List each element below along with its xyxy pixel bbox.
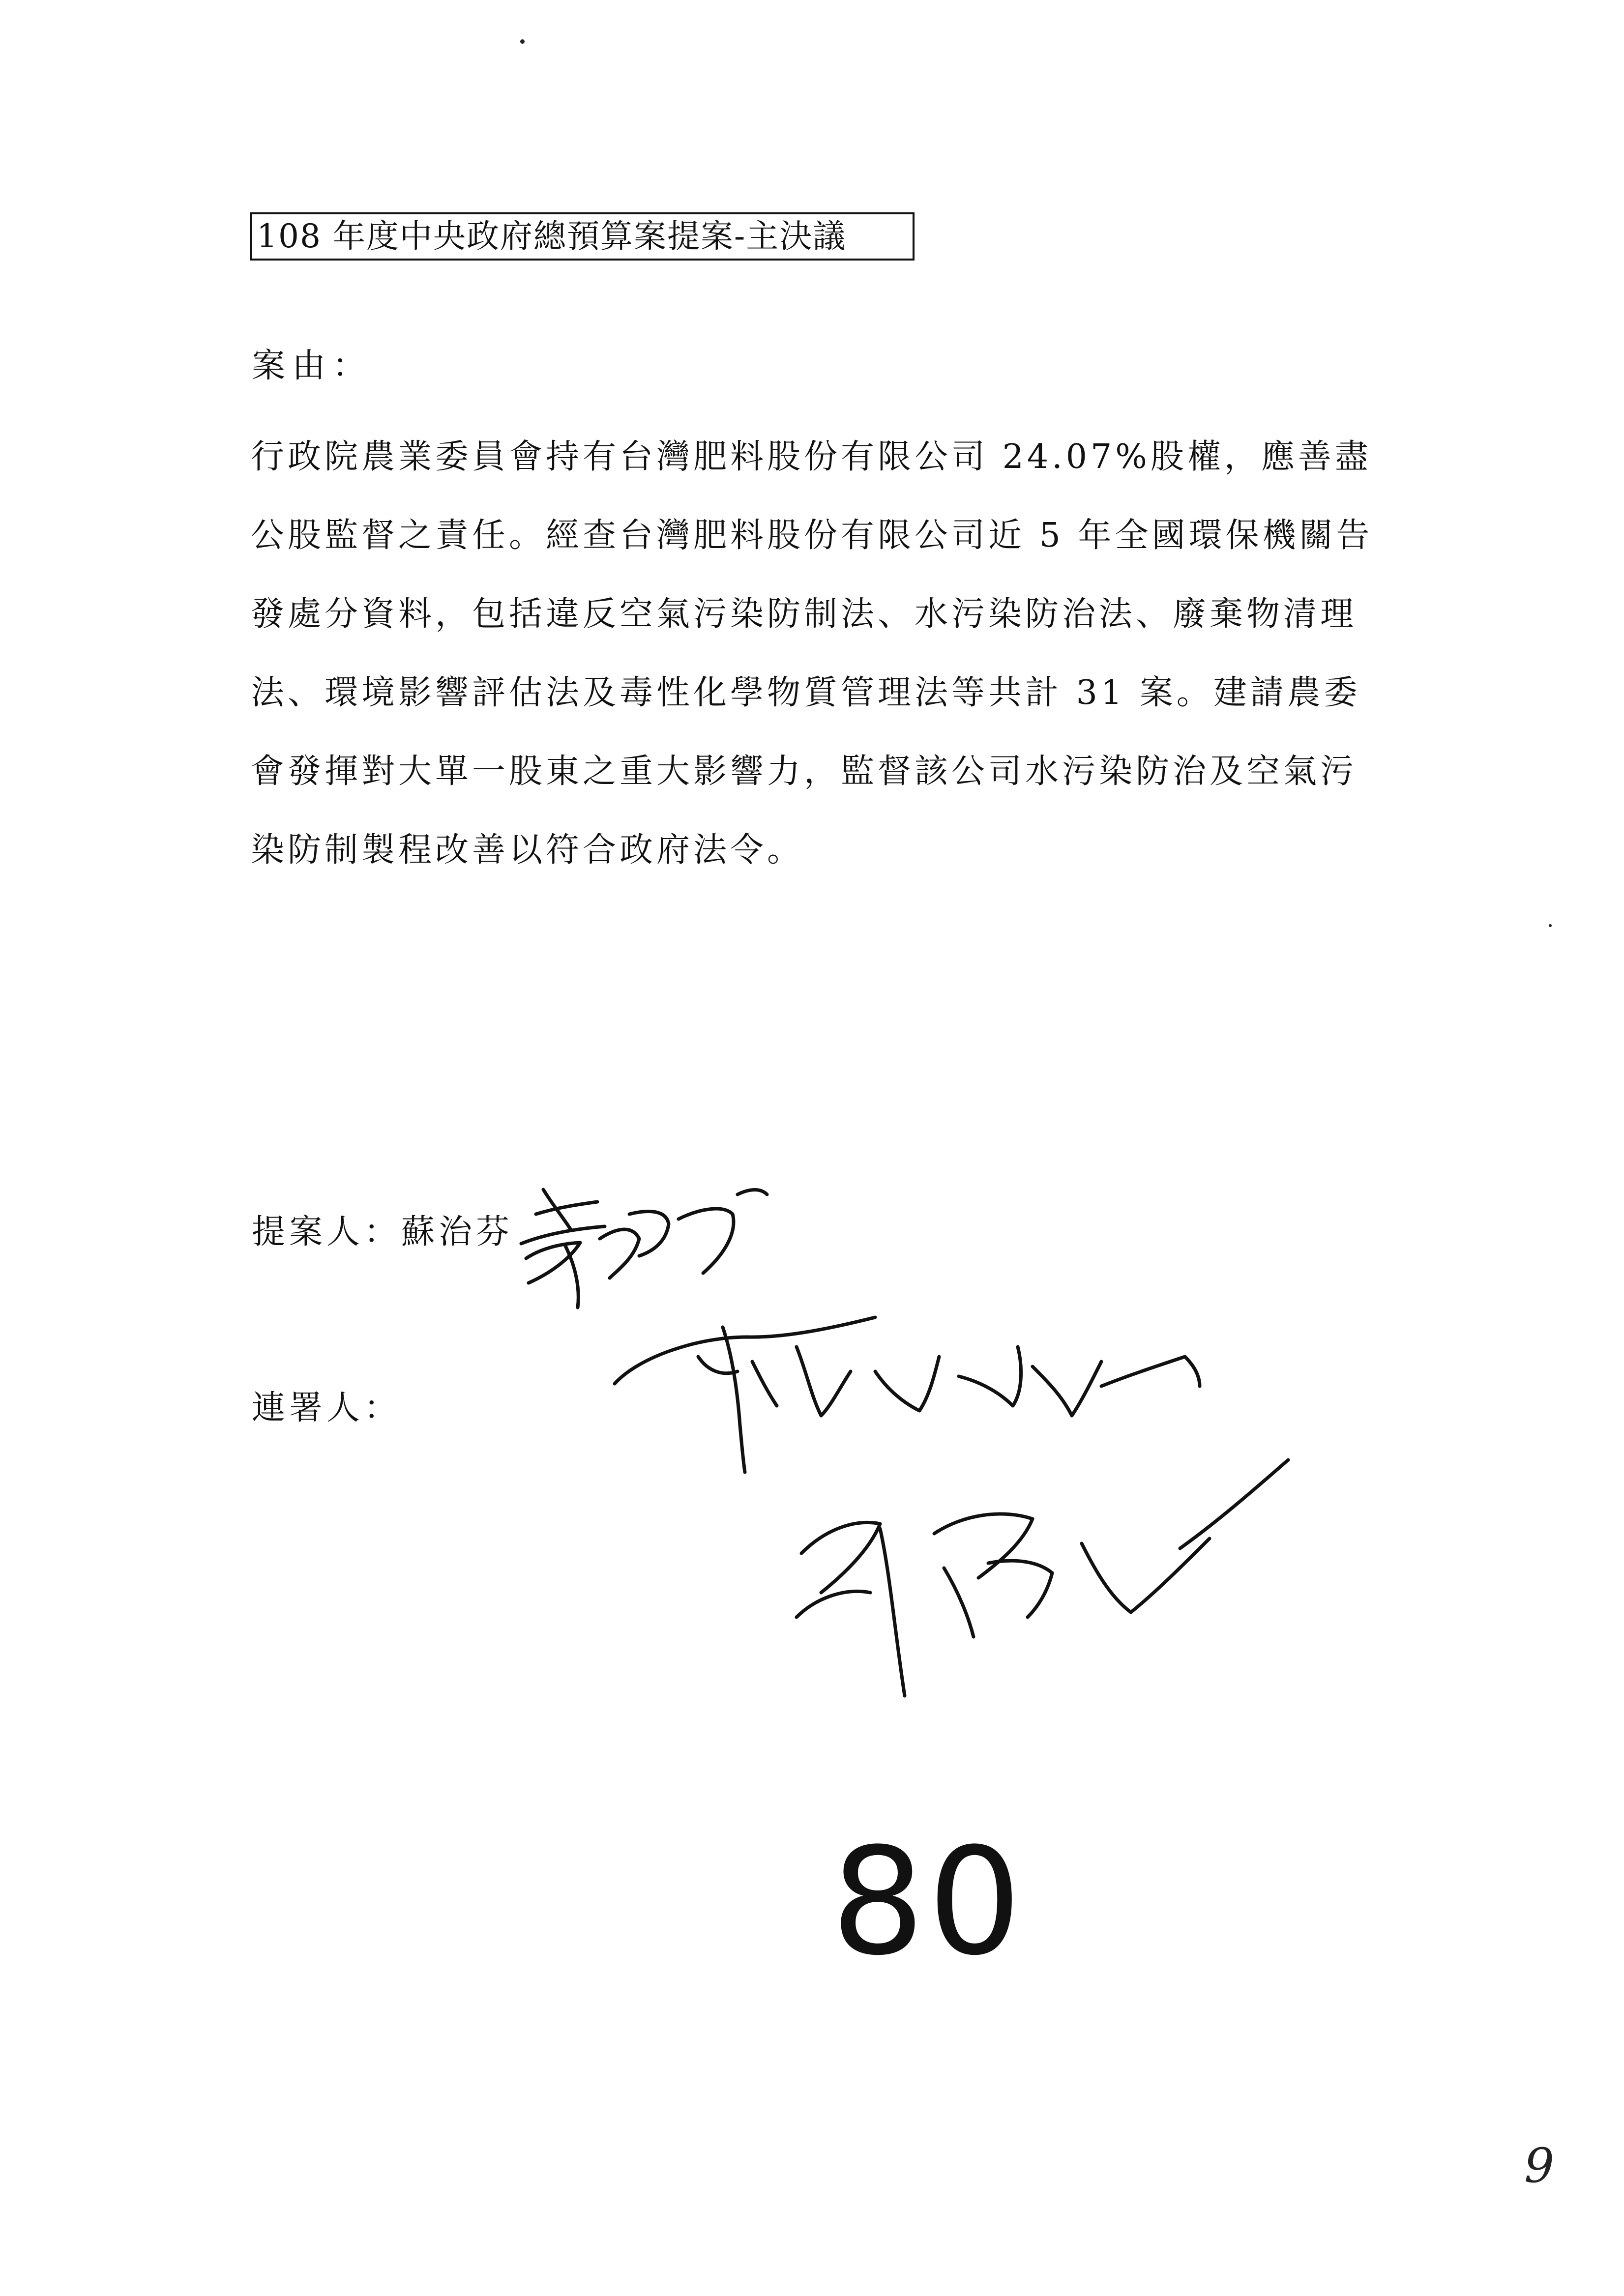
scan-speck [520, 39, 525, 44]
cosigner-line [252, 1381, 401, 1429]
body-line: 發處分資料，包括違反空氣污染防制法、水污染防治法、廢棄物清理 [251, 595, 1358, 634]
case-label: 案由： [252, 347, 373, 385]
cosigner-signature-1 [615, 1317, 1200, 1472]
body-line: 法、環境影響評估法及毒性化學物質管理法等共計 31 案。建請農委 [251, 673, 1361, 712]
cosigner-signature-2 [797, 1460, 1288, 1696]
proposer-name: 蘇治芬 [401, 1213, 514, 1251]
proposer-line [252, 1205, 513, 1253]
scan-speck [1549, 924, 1552, 927]
proposer-signature [521, 1190, 767, 1308]
proposer-label: 提案人： [252, 1213, 402, 1251]
body-line: 公股監督之責任。經查台灣肥料股份有限公司近 5 年全國環保機關告 [251, 516, 1373, 555]
document-title: 108 年度中央政府總預算案提案-主決議 [250, 212, 915, 261]
cosigner-label: 連署人： [252, 1389, 402, 1427]
body-line: 行政院農業委員會持有台灣肥料股份有限公司 24.07%股權，應善盡 [251, 437, 1372, 476]
page-number: 9 [1524, 2138, 1555, 2193]
case-body [251, 433, 1391, 904]
body-line: 染防制製程改善以符合政府法令。 [251, 831, 804, 870]
handwritten-number: 80 [831, 1816, 1025, 1988]
body-line: 會發揮對大單一股東之重大影響力，監督該公司水污染防治及空氣污 [251, 752, 1358, 791]
